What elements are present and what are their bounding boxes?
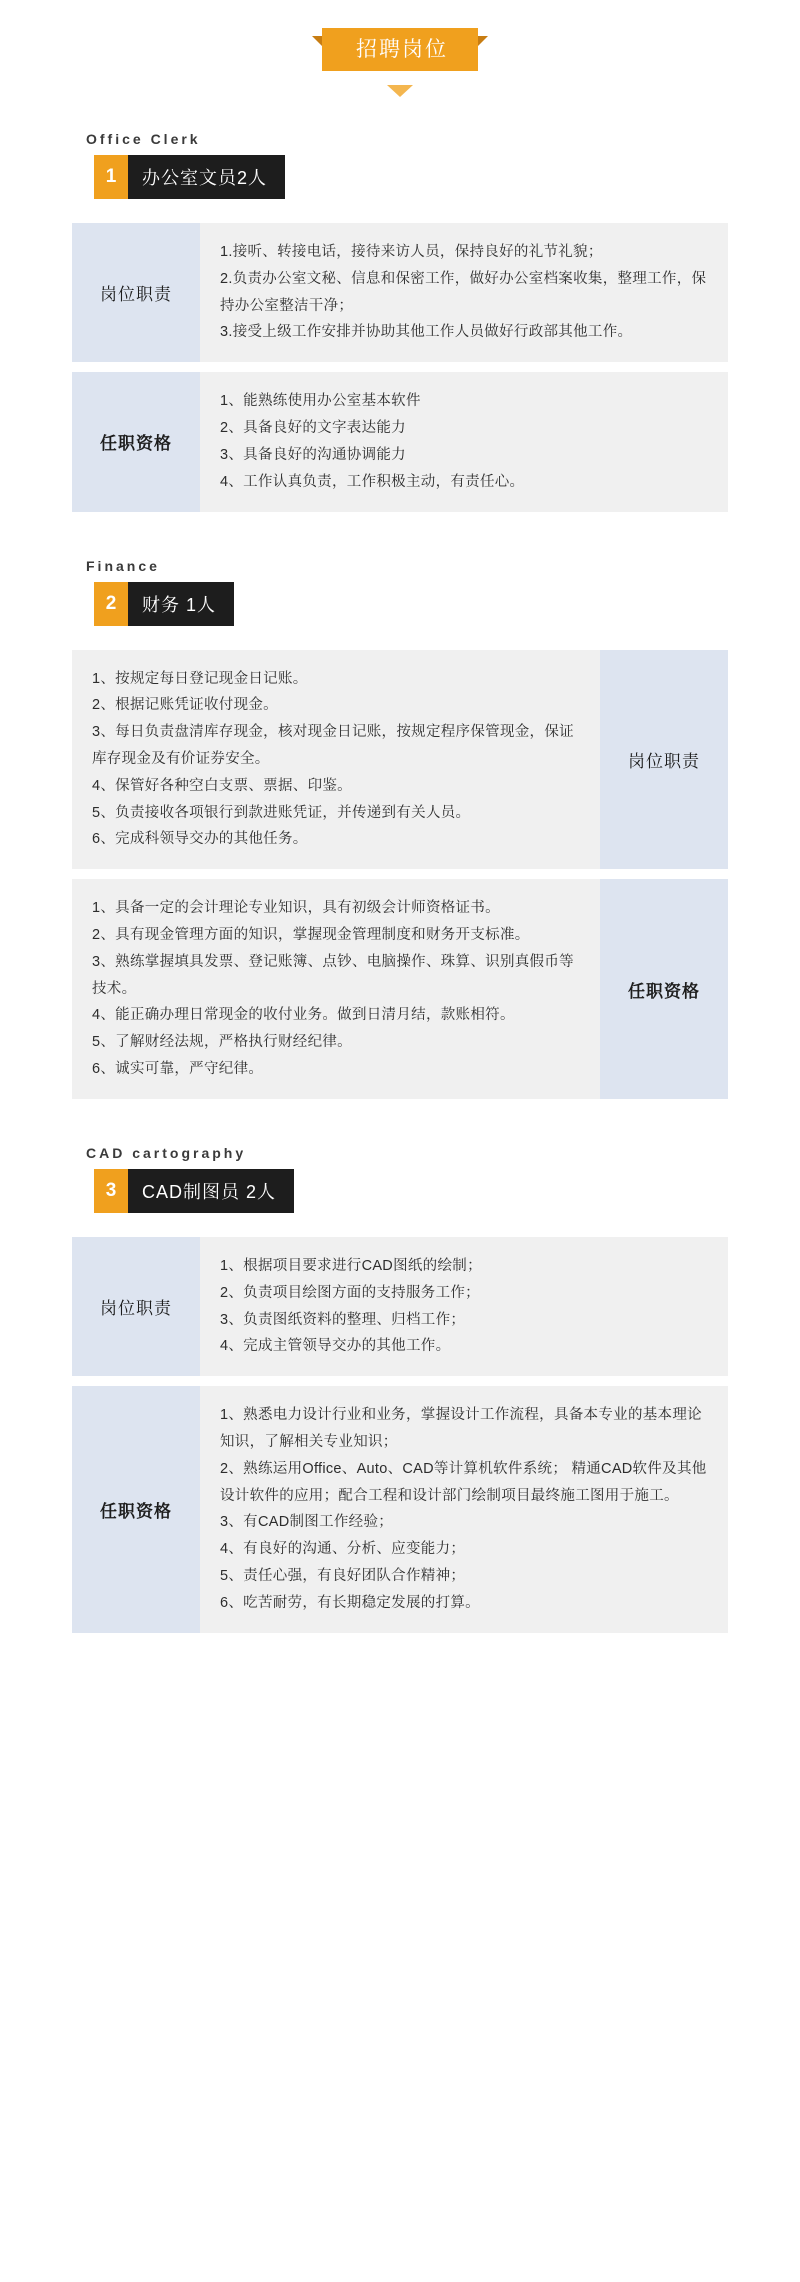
job-number-badge: 3 xyxy=(94,1169,128,1213)
job-title-row xyxy=(94,582,234,626)
job-chinese-title: 财务 1人 xyxy=(128,582,234,626)
content-line: 3、熟练掌握填具发票、登记账簿、点钞、电脑操作、珠算、识别真假币等技术。 xyxy=(92,953,574,997)
content-line: 6、吃苦耐劳，有长期稳定发展的打算。 xyxy=(220,1594,480,1611)
job-chinese-title: 办公室文员2人 xyxy=(128,155,285,199)
job-english-title: CAD cartography xyxy=(86,1144,247,1161)
content-line: 6、完成科领导交办的其他任务。 xyxy=(92,831,308,848)
row-label: 岗位职责 xyxy=(72,223,200,362)
table-row xyxy=(72,879,728,1099)
content-line: 2、负责项目绘图方面的支持服务工作； xyxy=(220,1284,480,1301)
content-line: 4、能正确办理日常现金的收付业务。做到日清月结，款账相符。 xyxy=(92,1007,515,1024)
job-table xyxy=(72,1237,728,1633)
row-content xyxy=(200,1237,728,1376)
job-english-title: Finance xyxy=(86,557,160,574)
content-line: 1、熟悉电力设计行业和业务，掌握设计工作流程，具备本专业的基本理论知识，了解相关专业知识； xyxy=(220,1407,702,1450)
content-line: 3、负责图纸资料的整理、归档工作； xyxy=(220,1311,466,1328)
row-label: 岗位职责 xyxy=(72,1237,200,1376)
row-label: 岗位职责 xyxy=(600,650,728,870)
row-label: 任职资格 xyxy=(72,372,200,511)
row-content xyxy=(72,879,600,1099)
content-line: 2.负责办公室文秘、信息和保密工作，做好办公室档案收集，整理工作，保持办公室整洁干净； xyxy=(220,270,707,314)
job-section-1 xyxy=(0,131,800,512)
table-row xyxy=(72,372,728,511)
content-line: 5、负责接收各项银行到款进账凭证，并传递到有关人员。 xyxy=(92,804,471,821)
job-title-row xyxy=(94,155,285,199)
table-row xyxy=(72,1237,728,1376)
table-row xyxy=(72,1386,728,1633)
row-content xyxy=(200,223,728,362)
job-title-row xyxy=(94,1169,294,1213)
content-line: 1、根据项目要求进行CAD图纸的绘制； xyxy=(220,1257,482,1274)
content-line: 3、每日负责盘清库存现金，核对现金日记账，按规定程序保管现金，保证库存现金及有价证券安全。 xyxy=(92,724,574,767)
job-number-badge: 1 xyxy=(94,155,128,199)
content-line: 3.接受上级工作安排并协助其他工作人员做好行政部其他工作。 xyxy=(220,324,633,341)
job-table xyxy=(72,223,728,512)
job-english-title: Office Clerk xyxy=(86,131,201,147)
content-line: 6、诚实可靠，严守纪律。 xyxy=(92,1061,264,1078)
content-line: 3、具备良好的沟通协调能力 xyxy=(220,446,406,463)
content-line: 2、熟练运用Office、Auto、CAD等计算机软件系统； 精通CAD软件及其他设计软件的应用；配合工程和设计部门绘制项目最终施工图用于施工。 xyxy=(220,1460,707,1504)
content-line: 5、了解财经法规，严格执行财经纪律。 xyxy=(92,1034,352,1051)
content-line: 2、具有现金管理方面的知识，掌握现金管理制度和财务开支标准。 xyxy=(92,927,530,943)
row-content xyxy=(200,1386,728,1633)
job-number-badge: 2 xyxy=(94,582,128,626)
job-section-3 xyxy=(0,1145,800,1633)
job-section-2 xyxy=(0,558,800,1099)
header-banner xyxy=(0,28,800,97)
job-table xyxy=(72,650,728,1099)
banner-title: 招聘岗位 xyxy=(322,28,478,71)
content-line: 1、具备一定的会计理论专业知识，具有初级会计师资格证书。 xyxy=(92,900,500,917)
row-content xyxy=(200,372,728,511)
table-row xyxy=(72,650,728,870)
content-line: 2、根据记账凭证收付现金。 xyxy=(92,697,278,714)
row-label: 任职资格 xyxy=(72,1386,200,1633)
content-line: 5、责任心强，有良好团队合作精神； xyxy=(220,1568,466,1584)
content-line: 2、具备良好的文字表达能力 xyxy=(220,420,406,437)
job-chinese-title: CAD制图员 2人 xyxy=(128,1169,294,1213)
content-line: 4、保管好各种空白支票、票据、印鉴。 xyxy=(92,777,352,794)
down-arrow-icon xyxy=(387,85,413,97)
content-line: 1、能熟练使用办公室基本软件 xyxy=(220,393,421,410)
content-line: 4、有良好的沟通、分析、应变能力； xyxy=(220,1541,466,1558)
content-line: 1、按规定每日登记现金日记账。 xyxy=(92,670,308,687)
row-label: 任职资格 xyxy=(600,879,728,1099)
content-line: 1.接听、转接电话，接待来访人员，保持良好的礼节礼貌； xyxy=(220,244,603,260)
table-row xyxy=(72,223,728,362)
content-line: 4、完成主管领导交办的其他工作。 xyxy=(220,1338,451,1355)
content-line: 4、工作认真负责，工作积极主动，有责任心。 xyxy=(220,473,525,490)
content-line: 3、有CAD制图工作经验； xyxy=(220,1514,394,1531)
row-content xyxy=(72,650,600,870)
